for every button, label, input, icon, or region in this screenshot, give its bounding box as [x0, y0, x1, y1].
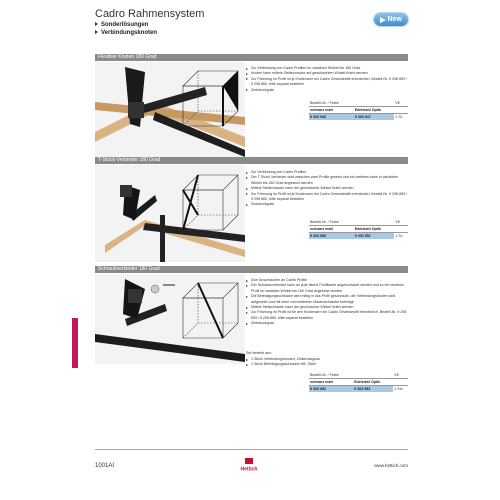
- table-header: VE: [394, 219, 408, 226]
- bullet-item: Die Befestigungsschraube wird mittig in das Profil geschraubt, der Verbindungsknoten wird aufgesetzt und mit einer vormontierten Madenschraube befestigt: [246, 294, 408, 305]
- bullet-item: Knoten kann mittels Stellschraube auf gewünschten Winkel fixiert werden: [246, 71, 408, 76]
- table-header: VE: [394, 100, 408, 107]
- table-header: schwarz matt: [309, 226, 354, 233]
- bullet-item: Zinkdruckguss: [246, 88, 408, 93]
- packing-unit: 1 Set: [394, 387, 403, 391]
- packing-unit: 1 St.: [395, 234, 403, 238]
- table-header: Bestell-Nr. / Farbe: [309, 219, 354, 226]
- arrow-icon: [95, 22, 98, 26]
- order-number: 9 303 946: [309, 114, 354, 121]
- diagram-flexibler-knoten: [178, 66, 248, 136]
- bullet-item: Zinkdruckguss: [246, 202, 408, 207]
- bullet-item: Zur Verbindung von Cadro Profilen: [246, 170, 408, 175]
- diagram-schraubverbinder: [178, 278, 248, 348]
- bullet-item: Der Schraubverbinder kann an jede flache Profilkante angeschraubt werden und so ein weiteres Profil im variablen Winkel bis 180 Grad angesetzt werden: [246, 283, 408, 294]
- order-table-t-stueck-verbinder: [309, 219, 408, 239]
- page-number: 1001AI: [95, 463, 115, 469]
- bullets-schraubverbinder: [246, 278, 408, 327]
- table-header: Edelstahl Optik: [353, 379, 393, 386]
- set-title: Set besteht aus:: [246, 351, 272, 355]
- set-item: 1 Stück Befestigungsschraube M6, Stahl: [246, 362, 408, 367]
- order-number: 9 303 950: [309, 233, 354, 240]
- website-url: www.hettich.com: [374, 463, 408, 468]
- table-header: VE: [393, 372, 408, 379]
- order-table-schraubverbinder: [309, 372, 408, 392]
- table-header: Edelstahl Optik: [354, 226, 395, 233]
- hettich-logo: [236, 458, 262, 472]
- set-items: [246, 357, 408, 368]
- packing-unit: 1 St.: [395, 115, 403, 119]
- chapter-side-tab: [72, 318, 78, 368]
- bullet-item: Zum Anschrauben an Cadro Profile: [246, 278, 408, 283]
- order-number: 9 303 951: [354, 233, 395, 240]
- play-icon: ▶: [380, 16, 386, 24]
- table-header: Bestell-Nr. / Farbe: [309, 372, 353, 379]
- svg-text:Hettich: Hettich: [240, 466, 258, 473]
- table-header: schwarz matt: [309, 379, 353, 386]
- subtitle-sonderloesungen: Sonderlösungen: [95, 22, 148, 28]
- order-number: 9 303 953: [353, 386, 393, 393]
- footer-divider: [95, 449, 408, 450]
- order-number: 9 303 947: [354, 114, 395, 121]
- new-badge: ▶ New: [374, 13, 408, 26]
- bullet-item: Mittels Stellschraube kann der gewünschte Winkel fixiert werden: [246, 305, 408, 310]
- order-table-flexibler-knoten: [309, 100, 408, 120]
- bullet-item: Der T-Stück-Verbinder wird zwischen zwei Profile gesetzt und ein weiteres kann in variablem Winkel bis 180 Grad angesetzt werden: [246, 175, 408, 186]
- arrow-icon: [95, 30, 98, 34]
- bullets-t-stueck-verbinder: [246, 170, 408, 208]
- bullet-item: Zur Fixierung im Profil ist je Knotenarm ein Cadro Gewindestift erforderlich, Bestell-Nr. 9 298 859 / 9 298 860, bitte separat bestellen: [246, 192, 408, 203]
- bullet-item: Zinkdruckguss: [246, 321, 408, 326]
- page-title: Cadro Rahmensystem: [95, 8, 205, 20]
- bullet-item: Zur Fixierung im Profil ist für den Knotenarm ein Cadro Gewindestift erforderlich, Bestell-Nr. 9 298 859 / 9 298 860, bitte separat bestellen: [246, 310, 408, 321]
- order-number: 9 303 952: [309, 386, 353, 393]
- bullet-item: Zur Verbindung von Cadro Profilen im variablen Winkel bis 180 Grad: [246, 66, 408, 71]
- table-header: Edelstahl Optik: [354, 107, 395, 114]
- table-header: Bestell-Nr. / Farbe: [309, 100, 354, 107]
- set-item: 1 Stück Verbindungsknoten, Zinkdruckguss: [246, 357, 408, 362]
- section-title-flexibler-knoten: Flexibler Knoten 180 Grad: [95, 54, 408, 61]
- bullet-item: Mittels Stellschraube kann der gewünschte Winkel fixiert werden: [246, 186, 408, 191]
- bullet-item: Zur Fixierung im Profil ist je Knotenarm ein Cadro Gewindestift erforderlich, Bestell-Nr. 9 298 859 / 9 298 860, bitte separat bestellen: [246, 77, 408, 88]
- diagram-t-stueck-verbinder: [178, 170, 248, 240]
- section-title-t-stueck-verbinder: T-Stück-Verbinder 180 Grad: [95, 157, 408, 164]
- bullets-flexibler-knoten: [246, 66, 408, 93]
- table-header: schwarz matt: [309, 107, 354, 114]
- subtitle-verbindungsknoten: Verbindungsknoten: [95, 30, 157, 36]
- section-title-schraubverbinder: Schraubverbinder 180 Grad: [95, 266, 408, 273]
